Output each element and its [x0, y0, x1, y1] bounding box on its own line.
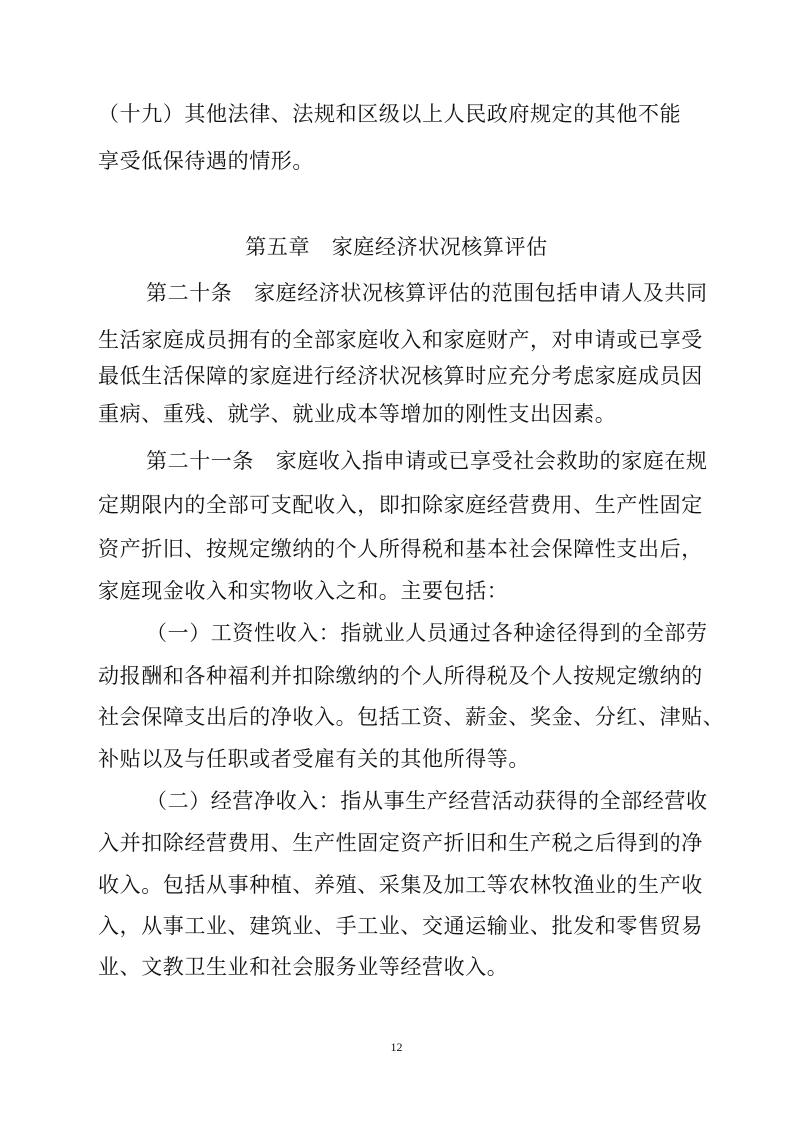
- paragraph-line: 补贴以及与任职或者受雇有关的其他所得等。: [98, 747, 530, 771]
- paragraph-line: 入并扣除经营费用、生产性固定资产折旧和生产税之后得到的净: [98, 831, 703, 855]
- paragraph-line: 资产折旧、按规定缴纳的个人所得税和基本社会保障性支出后，: [98, 537, 703, 561]
- paragraph-line: 社会保障支出后的净收入。包括工资、薪金、奖金、分红、津贴、: [98, 705, 725, 729]
- paragraph-line: 入，从事工业、建筑业、手工业、交通运输业、批发和零售贸易: [98, 914, 703, 938]
- item-2-line: （二）经营净收入：指从事生产经营活动获得的全部经营收: [146, 789, 708, 813]
- paragraph-line: 享受低保待遇的情形。: [98, 149, 314, 173]
- article-20-line: 第二十条 家庭经济状况核算评估的范围包括申请人及共同: [146, 281, 708, 305]
- page-number: 12: [390, 1040, 403, 1054]
- paragraph-line: 定期限内的全部可支配收入，即扣除家庭经营费用、生产性固定: [98, 493, 703, 517]
- article-21-line: 第二十一条 家庭收入指申请或已享受社会救助的家庭在规: [146, 449, 708, 473]
- item-1-line: （一）工资性收入：指就业人员通过各种途径得到的全部劳: [146, 621, 708, 645]
- chapter-title: 第五章 家庭经济状况核算评估: [245, 235, 548, 259]
- paragraph-line: 动报酬和各种福利并扣除缴纳的个人所得税及个人按规定缴纳的: [98, 664, 703, 688]
- paragraph-line: 收入。包括从事种植、养殖、采集及加工等农林牧渔业的生产收: [98, 873, 703, 897]
- paragraph-line: 重病、重残、就学、就业成本等增加的刚性支出因素。: [98, 402, 617, 426]
- paragraph-line: 家庭现金收入和实物收入之和。主要包括：: [98, 579, 509, 603]
- paragraph-line: 最低生活保障的家庭进行经济状况核算时应充分考虑家庭成员因: [98, 364, 703, 388]
- paragraph-line: （十九）其他法律、法规和区级以上人民政府规定的其他不能: [98, 102, 682, 126]
- paragraph-line: 业、文教卫生业和社会服务业等经营收入。: [98, 955, 509, 979]
- paragraph-line: 生活家庭成员拥有的全部家庭收入和家庭财产，对申请或已享受: [98, 328, 703, 352]
